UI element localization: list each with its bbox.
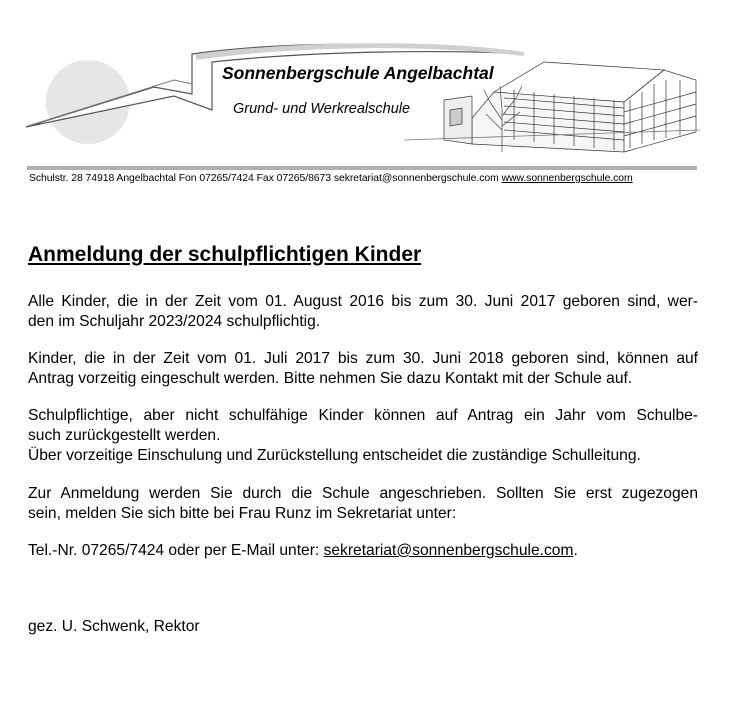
paragraph-deferment [28,406,698,466]
paragraph-line: den im Schuljahr 2023/2024 schulpflichtig. [28,313,321,330]
page-title: Anmeldung der schulpflichtigen Kinder [28,243,422,266]
contact-prefix: Tel.-Nr. 07265/7424 oder per E-Mail unter: [28,542,324,559]
paragraph-line: sein, melden Sie sich bitte bei Frau Runz im Sekretariat unter: [28,505,457,522]
paragraph-line: Alle Kinder, die in der Zeit vom 01. August 2016 bis zum 30. Juni 2017 geboren sind, wer- [28,293,698,310]
school-name: Sonnenbergschule Angelbachtal [222,63,494,83]
paragraph-line: Zur Anmeldung werden Sie durch die Schule angeschrieben. Sollten Sie erst zugezogen [28,485,698,502]
contact-suffix: . [573,542,578,559]
paragraph-line: Kinder, die in der Zeit vom 01. Juli 2017 bis zum 30. Juni 2018 geboren sind, können auf [28,350,698,367]
address-contact-info: Schulstr. 28 74918 Angelbachtal Fon 07265/7424 Fax 07265/8673 sekretariat@sonnenbergschule.com [29,173,499,184]
paragraph-line: Über vorzeitige Einschulung und Zurückstellung entscheidet die zuständige Schulleitung. [28,447,641,464]
address-line [29,173,633,184]
paragraph-birthdates [28,292,698,332]
paragraph-contact [28,541,698,561]
paragraph-line: such zurückgestellt werden. [28,427,221,444]
paragraph-early-enrollment [28,349,698,389]
paragraph-registration [28,484,698,524]
school-type: Grund- und Werkrealschule [233,101,411,117]
header-divider [27,166,697,170]
paragraph-line: Schulpflichtige, aber nicht schulfähige Kinder können auf Antrag ein Jahr vom Schulbe- [28,407,698,424]
paragraph-line: Antrag vorzeitig eingeschult werden. Bitte nehmen Sie dazu Kontakt mit der Schule auf. [28,370,633,387]
contact-line [28,541,698,561]
signature: gez. U. Schwenk, Rektor [28,618,200,635]
email-link[interactable]: sekretariat@sonnenbergschule.com [323,542,574,559]
website-link[interactable]: www.sonnenbergschule.com [501,173,633,184]
letterhead [0,0,730,200]
